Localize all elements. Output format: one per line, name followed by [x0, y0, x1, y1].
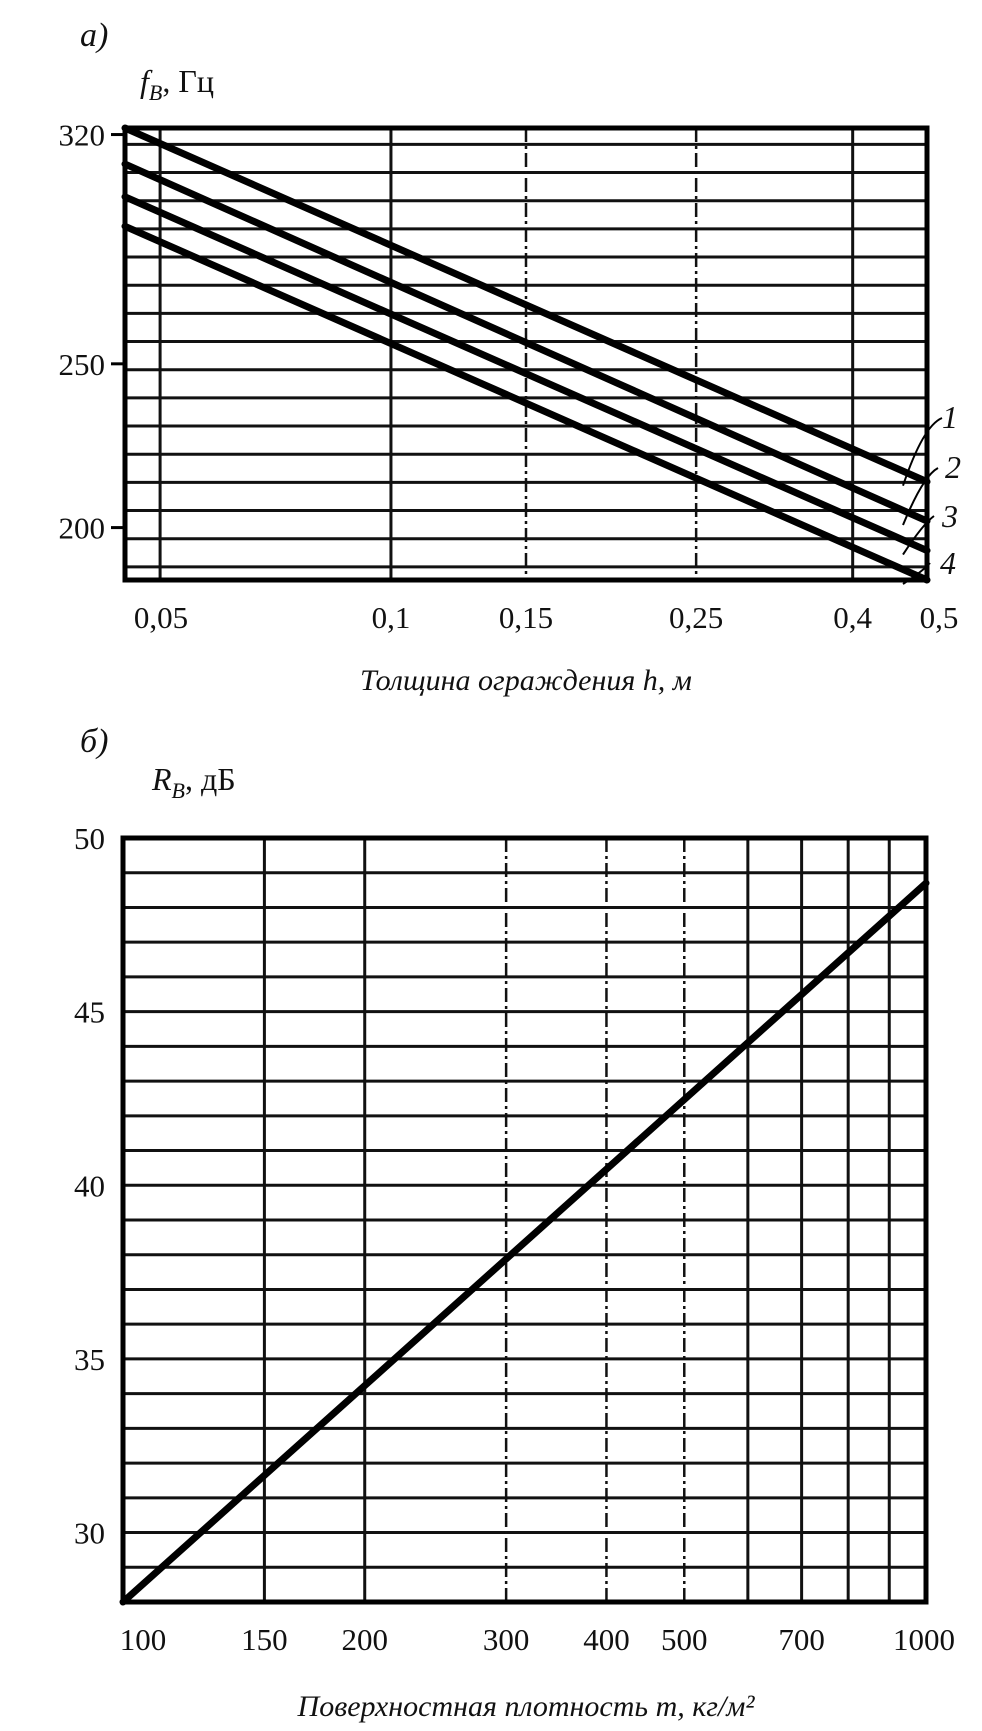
chart-b-ytick-label: 50	[74, 821, 105, 856]
chart-b-y-axis-label: $R_B$, дБ	[152, 761, 236, 803]
chart-a-xtick-label: 0,15	[498, 600, 554, 635]
chart-b-series	[123, 883, 926, 1602]
chart-b-xtick-label: 500	[661, 1622, 708, 1657]
chart-a-xtick-label: 0,25	[669, 600, 724, 635]
chart-b-x-axis-label: Поверхностная плотность m, кг/м²	[297, 1690, 755, 1723]
chart-b-ytick-label: 35	[74, 1341, 105, 1377]
chart-a-ytick-label: 250	[58, 346, 105, 382]
chart-b-xtick-label: 300	[482, 1622, 530, 1657]
chart-a-xtick-label: 0,1	[371, 600, 411, 635]
chart-b-ytick-label: 40	[74, 1168, 105, 1204]
chart-a-xtick-label: 0,05	[133, 600, 189, 635]
panel-a-tag: а)	[80, 17, 109, 54]
chart-b-xtick-label: 400	[583, 1622, 630, 1657]
chart-a-y-axis-label: $f_B$, Гц	[140, 63, 214, 105]
panel-b-tag: б)	[80, 723, 109, 760]
chart-b-xtick-label: 200	[341, 1622, 388, 1657]
chart-a	[59, 17, 962, 697]
chart-a-ytick-label: 200	[58, 510, 105, 546]
chart-b-xtick-label: 150	[241, 1622, 288, 1657]
chart-a-ytick-label: 320	[58, 117, 105, 153]
chart-b-ytick-label: 30	[74, 1515, 105, 1551]
chart-a-x-axis-label: Толщина ограждения h, м	[360, 664, 692, 697]
chart-a-series-3-label: 3	[942, 498, 958, 534]
chart-b-xtick-label: 700	[778, 1622, 825, 1657]
chart-b-series-line	[123, 883, 926, 1602]
chart-a-xtick-label: 0,4	[833, 600, 873, 635]
chart-b-ytick-label: 45	[74, 994, 105, 1030]
chart-a-series-1-label: 1	[942, 399, 958, 435]
chart-b-xtick-label: 1000	[893, 1622, 955, 1657]
chart-a-series-2-label: 2	[945, 449, 961, 485]
chart-b-xtick-label: 100	[119, 1622, 167, 1657]
chart-b	[74, 723, 955, 1723]
chart-a-xtick-label: 0,5	[919, 600, 959, 635]
chart-b-grid	[123, 838, 926, 1602]
chart-a-series-4-label: 4	[940, 545, 956, 581]
chart-a-grid	[125, 128, 927, 580]
